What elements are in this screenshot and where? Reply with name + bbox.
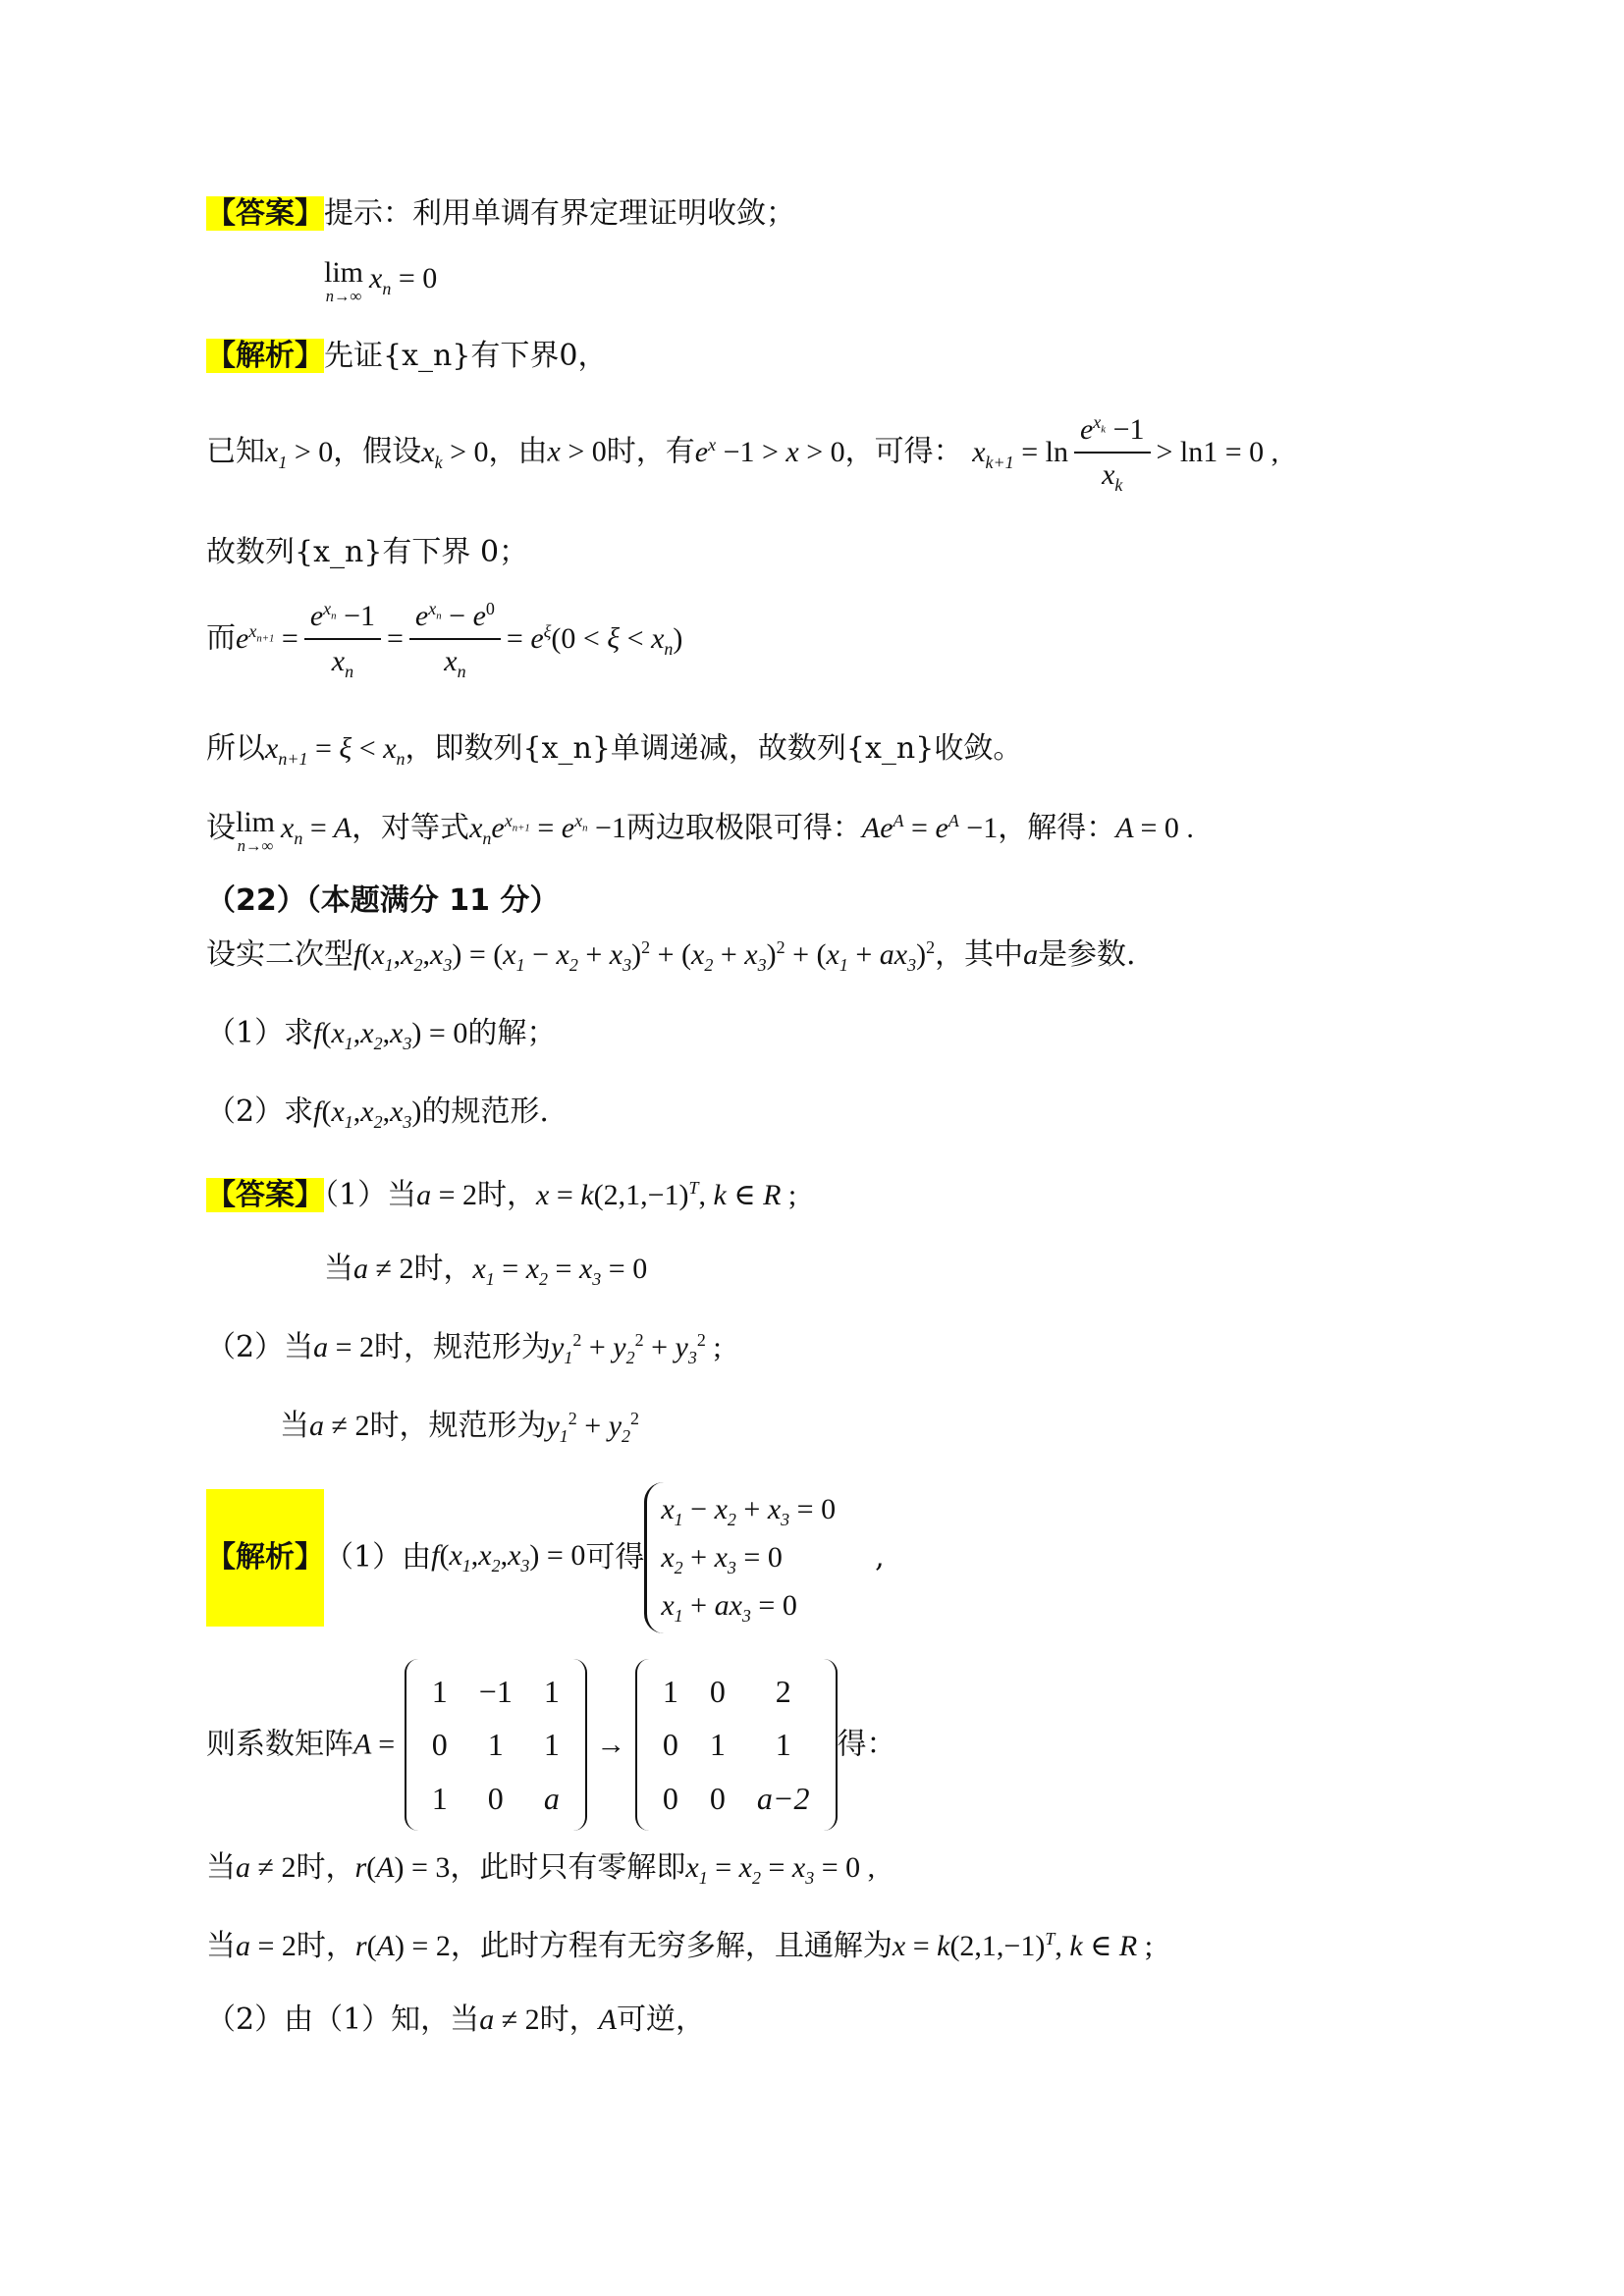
question-2: （2）求$f(x_1,x_2,x_3)$的规范形.: [206, 1095, 549, 1132]
analysis-22-system: 【解析】（1）由$f(x_1,x_2,x_3) = 0$可得 $x_1 - x_2 + x_3 = 0$ $x_2 + x_3 = 0$ $x_1 + ax_3 = 0$ ,: [206, 1482, 885, 1633]
answer-22-line-2: 当a ≠ 2时，$x_1 = x_2 = x_3 = 0$: [324, 1252, 648, 1289]
induction-line: 已知$x_1 > 0$，假设$x_k > 0$，由x > 0时，有$e^x -1 > x > 0$，可得： $x_{k+1} = \ln$ $\frac{e^{x_k} -1}{x_k}$ > ln1 = 0 ,: [206, 412, 1279, 495]
analysis-tag: 【解析】: [206, 339, 324, 373]
limit-result: lim n→∞ $x_n = 0$: [324, 256, 438, 305]
case-a-not-2: 当a ≠ 2时，r(A) = 3，此时只有零解即$x_1 = x_2 = x_3 = 0$ ,: [206, 1850, 876, 1888]
matrix-a: 1 −1 1 0 1 1 1 0 a: [405, 1659, 587, 1831]
equation-system: $x_1 - x_2 + x_3 = 0$ $x_2 + x_3 = 0$ $x_1 + ax_3 = 0$: [644, 1482, 836, 1633]
answer-22-line-4: 当a ≠ 2时，规范形为$y_1^2 + y_2^2$: [280, 1409, 640, 1446]
lower-bound-line: 故数列{x_n}有下界 0；: [206, 535, 529, 569]
problem-22-heading: （22）（本题满分 11 分）: [206, 883, 560, 918]
monotone-line: 所以$x_{n+1} = \xi < x_n$，即数列{x_n}单调递减，故数列{x_n}收敛。: [206, 731, 1023, 769]
step1-text: 先证{x_n}有下界0，: [324, 339, 608, 373]
mean-value-line: 而$e^{x_{n+1}}$ = $\frac{e^{x_n} -1}{x_n}$ = $\frac{e^{x_n} - e^0}{x_n}$ = $e^\xi(0 < \xi < x_n)$: [206, 599, 683, 681]
analysis-line-1: [206, 339, 608, 374]
coefficient-matrix-line: 则系数矩阵A = 1 −1 1 0 1 1 1 0 a → 1 0 2 0 1 1 0 0 a−2 得：: [206, 1659, 896, 1831]
problem-22-stem: 设实二次型$f(x_1,x_2,x_3) = (x_1 - x_2 + x_3)^2 + (x_2 + x_3)^2 + (x_1 + ax_3)^2$，其中a是参数.: [206, 937, 1136, 975]
answer-tag: 【答案】: [206, 196, 324, 231]
question-1: （1）求$f(x_1,x_2,x_3) = 0$的解；: [206, 1016, 557, 1053]
part-2-start: （2）由（1）知，当a ≠ 2时，A可逆，: [206, 2002, 705, 2037]
matrix-reduced: 1 0 2 0 1 1 0 0 a−2: [635, 1659, 838, 1831]
answer-22-line-1: 【答案】（1）当a = 2时，$x = k(2,1,-1)^T$, k ∈ R ;: [206, 1178, 797, 1212]
answer-22-line-3: （2）当a = 2时，规范形为$y_1^2 + y_2^2 + y_3^2$ ;: [206, 1330, 722, 1367]
case-a-equals-2: 当a = 2时，r(A) = 2，此时方程有无穷多解，且通解为$x = k(2,1,-1)^T$, k ∈ R ;: [206, 1929, 1154, 1963]
answer-hint-line: [206, 196, 795, 232]
limit-solve-line: 设 lim n→∞ $x_n = A$，对等式$x_ne^{x_{n+1}} = e^{x_n} -1$两边取极限可得：$Ae^A = e^A -1$，解得：A = 0 .: [206, 806, 1194, 855]
hint-text: 提示：利用单调有界定理证明收敛；: [324, 196, 795, 231]
